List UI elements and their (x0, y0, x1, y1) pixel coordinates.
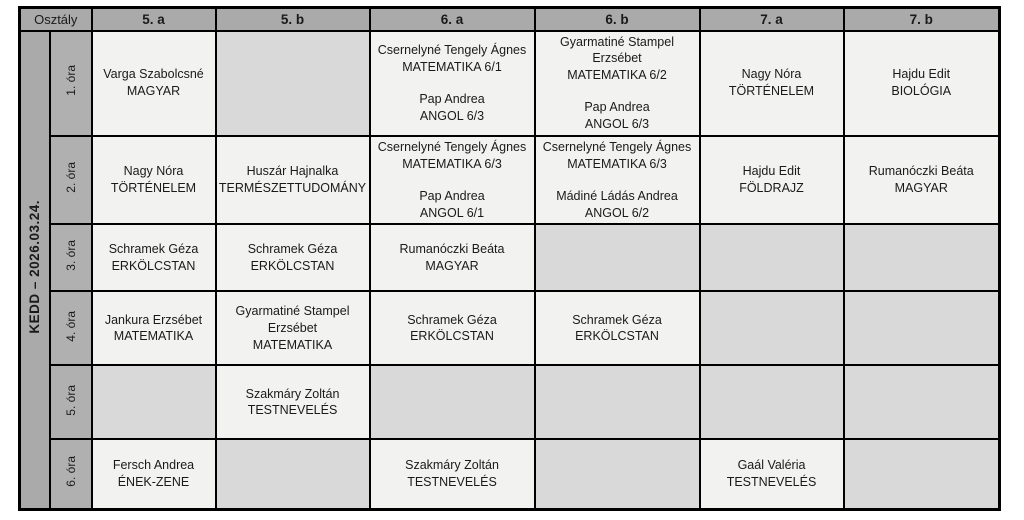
lesson-cell (370, 291, 535, 365)
lesson-block (219, 386, 367, 420)
timetable-row-1 (20, 31, 1000, 136)
lesson-cell (700, 291, 844, 365)
lesson-cell (92, 224, 216, 291)
teacher-name: Csernelyné Tengely Ágnes (377, 139, 527, 154)
hour-label: 3. óra (63, 240, 78, 271)
lesson-cell (535, 439, 700, 509)
lesson-cell (700, 136, 844, 225)
lesson-cell (700, 439, 844, 509)
subject-name: TÖRTÉNELEM (728, 84, 815, 99)
lesson-cell (216, 291, 370, 365)
subject-name: ANGOL 6/2 (584, 205, 650, 220)
lesson-block (373, 42, 532, 76)
teacher-name: Fersch Andrea (112, 458, 195, 473)
lesson-cell (216, 365, 370, 439)
class-column-header-4: 6. b (535, 8, 700, 31)
lesson-cell (700, 31, 844, 136)
subject-name: MATEMATIKA 6/3 (567, 156, 667, 171)
lesson-cell (535, 224, 700, 291)
hour-cell-1 (50, 31, 92, 136)
lesson-block (219, 303, 367, 354)
hour-cell-3 (50, 224, 92, 291)
hour-label: 1. óra (63, 65, 78, 97)
teacher-name: Rumanóczki Beáta (868, 164, 974, 179)
timetable-row-6 (20, 439, 1000, 509)
lesson-cell (535, 365, 700, 439)
hour-cell-2 (50, 136, 92, 225)
lesson-cell (92, 439, 216, 509)
lesson-block (95, 457, 213, 491)
lesson-cell (216, 224, 370, 291)
day-cell (20, 31, 50, 510)
lesson-block (538, 312, 697, 346)
class-column-header-5: 7. a (700, 8, 844, 31)
subject-name: MAGYAR (425, 258, 479, 273)
class-column-header-1: 5. a (92, 8, 216, 31)
subject-name: TESTNEVELÉS (726, 475, 817, 490)
subject-name: ERKÖLCSTAN (250, 258, 335, 273)
teacher-name: Pap Andrea (419, 91, 485, 106)
teacher-name: Nagy Nóra (741, 67, 802, 82)
teacher-name: Hajdu Edit (892, 67, 951, 82)
teacher-name: Nagy Nóra (123, 164, 184, 179)
timetable-row-5 (20, 365, 1000, 439)
teacher-name: Szakmáry Zoltán (405, 458, 499, 473)
lesson-cell (700, 224, 844, 291)
lesson-cell (216, 439, 370, 509)
subject-name: MAGYAR (894, 181, 948, 196)
teacher-name: Rumanóczki Beáta (399, 242, 505, 256)
corner-osztaly-label: Osztály (20, 8, 92, 31)
lesson-block (703, 66, 841, 100)
subject-name: TESTNEVELÉS (407, 475, 497, 490)
lesson-block (373, 457, 532, 491)
teacher-name: Pap Andrea (419, 188, 485, 203)
subject-name: TESTNEVELÉS (247, 403, 338, 418)
teacher-name: Schramek Géza (108, 242, 199, 256)
lesson-block (703, 163, 841, 197)
lesson-block (703, 457, 841, 491)
lesson-cell (844, 224, 1000, 291)
subject-name: ERKÖLCSTAN (575, 329, 659, 344)
lesson-cell (370, 224, 535, 291)
header-row (20, 8, 1000, 31)
lesson-cell (844, 136, 1000, 225)
day-label: KEDD – 2026.03.24. (27, 200, 42, 334)
lesson-cell (370, 439, 535, 509)
subject-name: MATEMATIKA 6/3 (402, 156, 502, 171)
hour-label: 5. óra (63, 384, 78, 416)
lesson-block (373, 188, 532, 222)
lesson-block (538, 188, 697, 222)
hour-label: 2. óra (63, 162, 78, 193)
lesson-cell (535, 136, 700, 225)
lesson-cell (370, 31, 535, 136)
lesson-block (847, 163, 997, 197)
subject-name: MATEMATIKA (113, 329, 194, 344)
subject-name: MATEMATIKA 6/2 (567, 68, 667, 83)
hour-cell-5 (50, 365, 92, 439)
timetable-row-4 (20, 291, 1000, 365)
timetable (18, 6, 1001, 511)
subject-name: ÉNEK-ZENE (117, 475, 190, 490)
lesson-cell (844, 291, 1000, 365)
subject-name: TERMÉSZETTUDOMÁNY (218, 181, 367, 196)
lesson-block (95, 241, 213, 275)
lesson-block (538, 34, 697, 85)
subject-name: TÖRTÉNELEM (110, 181, 197, 196)
teacher-name: Huszár Hajnalka (246, 164, 339, 179)
timetable-row-2 (20, 136, 1000, 225)
timetable-header (20, 8, 1000, 31)
subject-name: ANGOL 6/3 (419, 108, 485, 123)
teacher-name: Gaál Valéria (737, 458, 806, 473)
lesson-cell (92, 136, 216, 225)
lesson-block (219, 163, 367, 197)
lesson-block (219, 241, 367, 275)
lesson-block (373, 139, 532, 173)
teacher-name: Hajdu Edit (742, 164, 801, 179)
subject-name: MATEMATIKA (252, 337, 333, 352)
teacher-name: Gyarmatiné Stampel Erzsébet (235, 304, 350, 335)
teacher-name: Mádiné Ládás Andrea (556, 188, 678, 203)
lesson-block (538, 99, 697, 133)
class-column-header-2: 5. b (216, 8, 370, 31)
subject-name: ANGOL 6/1 (419, 205, 485, 220)
lesson-block (373, 91, 532, 125)
timetable-container (18, 6, 1001, 511)
lesson-cell (370, 136, 535, 225)
lesson-cell (535, 291, 700, 365)
lesson-block (847, 66, 997, 100)
subject-name: ERKÖLCSTAN (410, 329, 494, 344)
teacher-name: Csernelyné Tengely Ágnes (377, 42, 527, 57)
lesson-block (373, 312, 532, 346)
teacher-name: Csernelyné Tengely Ágnes (542, 139, 692, 154)
teacher-name: Schramek Géza (247, 242, 338, 256)
teacher-name: Schramek Géza (407, 312, 497, 327)
hour-label: 4. óra (63, 310, 78, 342)
teacher-name: Jankura Erzsébet (104, 312, 203, 327)
hour-label: 6. óra (63, 456, 78, 487)
lesson-block (95, 66, 213, 100)
lesson-cell (92, 31, 216, 136)
subject-name: ANGOL 6/3 (584, 117, 650, 131)
hour-cell-6 (50, 439, 92, 509)
lesson-cell (92, 365, 216, 439)
lesson-block (95, 163, 213, 197)
lesson-cell (844, 439, 1000, 509)
subject-name: MAGYAR (126, 84, 181, 99)
timetable-body (20, 31, 1000, 510)
teacher-name: Szakmáry Zoltán (245, 386, 340, 401)
lesson-cell (700, 365, 844, 439)
lesson-cell (216, 31, 370, 136)
hour-cell-4 (50, 291, 92, 365)
teacher-name: Schramek Géza (572, 312, 662, 327)
class-column-header-6: 7. b (844, 8, 1000, 31)
lesson-block (95, 312, 213, 346)
teacher-name: Gyarmatiné Stampel Erzsébet (560, 34, 674, 66)
subject-name: MATEMATIKA 6/1 (402, 59, 502, 74)
subject-name: FÖLDRAJZ (739, 181, 804, 196)
teacher-name: Pap Andrea (584, 100, 650, 115)
lesson-cell (535, 31, 700, 136)
lesson-block (373, 241, 532, 275)
subject-name: ERKÖLCSTAN (111, 258, 196, 273)
lesson-cell (844, 31, 1000, 136)
lesson-block (538, 139, 697, 173)
subject-name: BIOLÓGIA (891, 84, 952, 99)
timetable-row-3 (20, 224, 1000, 291)
lesson-cell (370, 365, 535, 439)
lesson-cell (844, 365, 1000, 439)
class-column-header-3: 6. a (370, 8, 535, 31)
lesson-cell (216, 136, 370, 225)
teacher-name: Varga Szabolcsné (103, 67, 204, 82)
lesson-cell (92, 291, 216, 365)
